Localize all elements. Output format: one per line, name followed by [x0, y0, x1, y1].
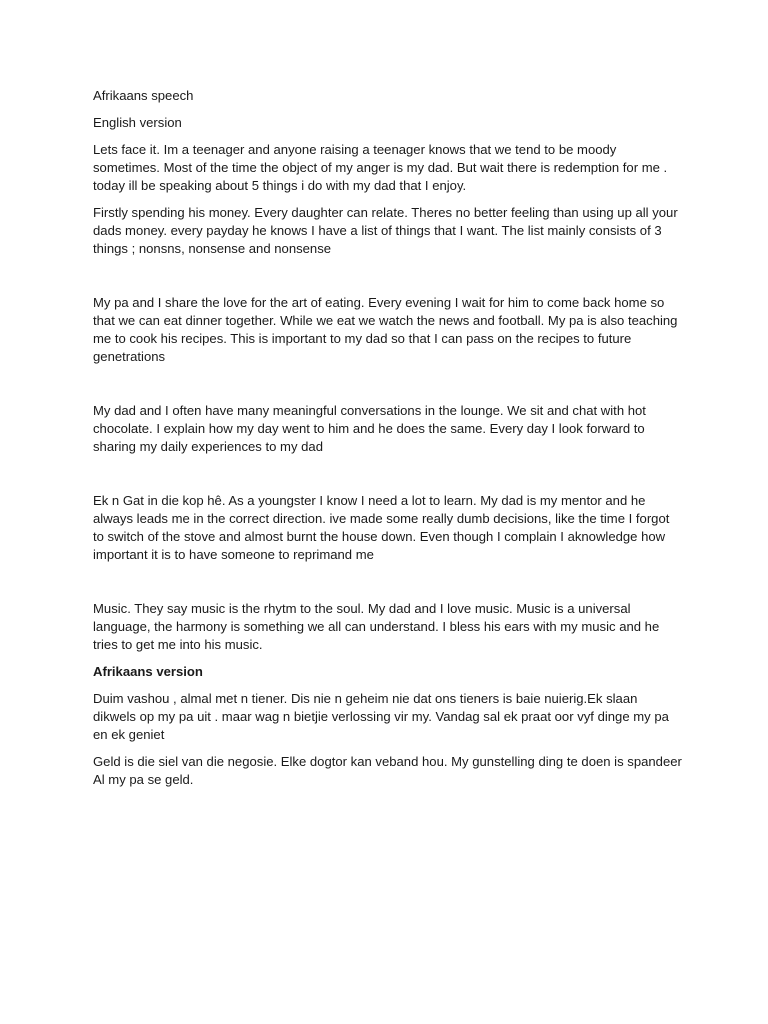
- paragraph-spacer: [93, 375, 683, 402]
- paragraph-afrikaans-intro: Duim vashou , almal met n tiener. Dis nie n geheim nie dat ons tieners is baie nuierig.Ek slaan dikwels op my pa uit . maar wag n bietjie verlossing vir my. Vandag sal ek praat oor vyf dinge my pa en ek geniet: [93, 691, 669, 742]
- paragraph-spacer: [93, 573, 683, 600]
- paragraph-intro: Lets face it. Im a teenager and anyone raising a teenager knows that we tend to be moody sometimes. Most of the time the object of my anger is my dad. But wait there is redemption for me . today ill be speaking about 5 things i do with my dad that I enjoy.: [93, 142, 668, 193]
- paragraph-music: Music. They say music is the rhytm to the soul. My dad and I love music. Music is a universal language, the harmony is something we all can understand. I bless his ears with my music and he tries to get me into his music.: [93, 601, 660, 652]
- paragraph-eating: My pa and I share the love for the art of eating. Every evening I wait for him to come back home so that we can eat dinner together. While we eat we watch the news and football. My pa is also teaching me to cook his recipes. This is important to my dad so that I can pass on the recipes to future genetrations: [93, 295, 678, 364]
- paragraph-money: Firstly spending his money. Every daughter can relate. Theres no better feeling than using up all your dads money. every payday he knows I have a list of things that I want. The list mainly consists of 3 things ; nonsns, nonsense and nonsense: [93, 205, 678, 256]
- paragraph-spacer: [93, 267, 683, 294]
- paragraph-spacer: [93, 465, 683, 492]
- document-body: [93, 87, 683, 798]
- english-version-heading: English version: [93, 115, 182, 130]
- paragraph-conversations: My dad and I often have many meaningful conversations in the lounge. We sit and chat with hot chocolate. I explain how my day went to him and he does the same. Every day I look forward to sharing my daily experiences to my dad: [93, 403, 646, 454]
- paragraph-mentor: Ek n Gat in die kop hê. As a youngster I know I need a lot to learn. My dad is my mentor and he always leads me in the correct direction. ive made some really dumb decisions, like the time I forgot to switch of the stove and almost burnt the house down. Even though I complain I aknowledge how important it is to have someone to reprimand me: [93, 493, 670, 562]
- afrikaans-version-heading: Afrikaans version: [93, 664, 203, 679]
- document-title: Afrikaans speech: [93, 88, 194, 103]
- paragraph-afrikaans-money: Geld is die siel van die negosie. Elke dogtor kan veband hou. My gunstelling ding te doen is spandeer Al my pa se geld.: [93, 754, 682, 787]
